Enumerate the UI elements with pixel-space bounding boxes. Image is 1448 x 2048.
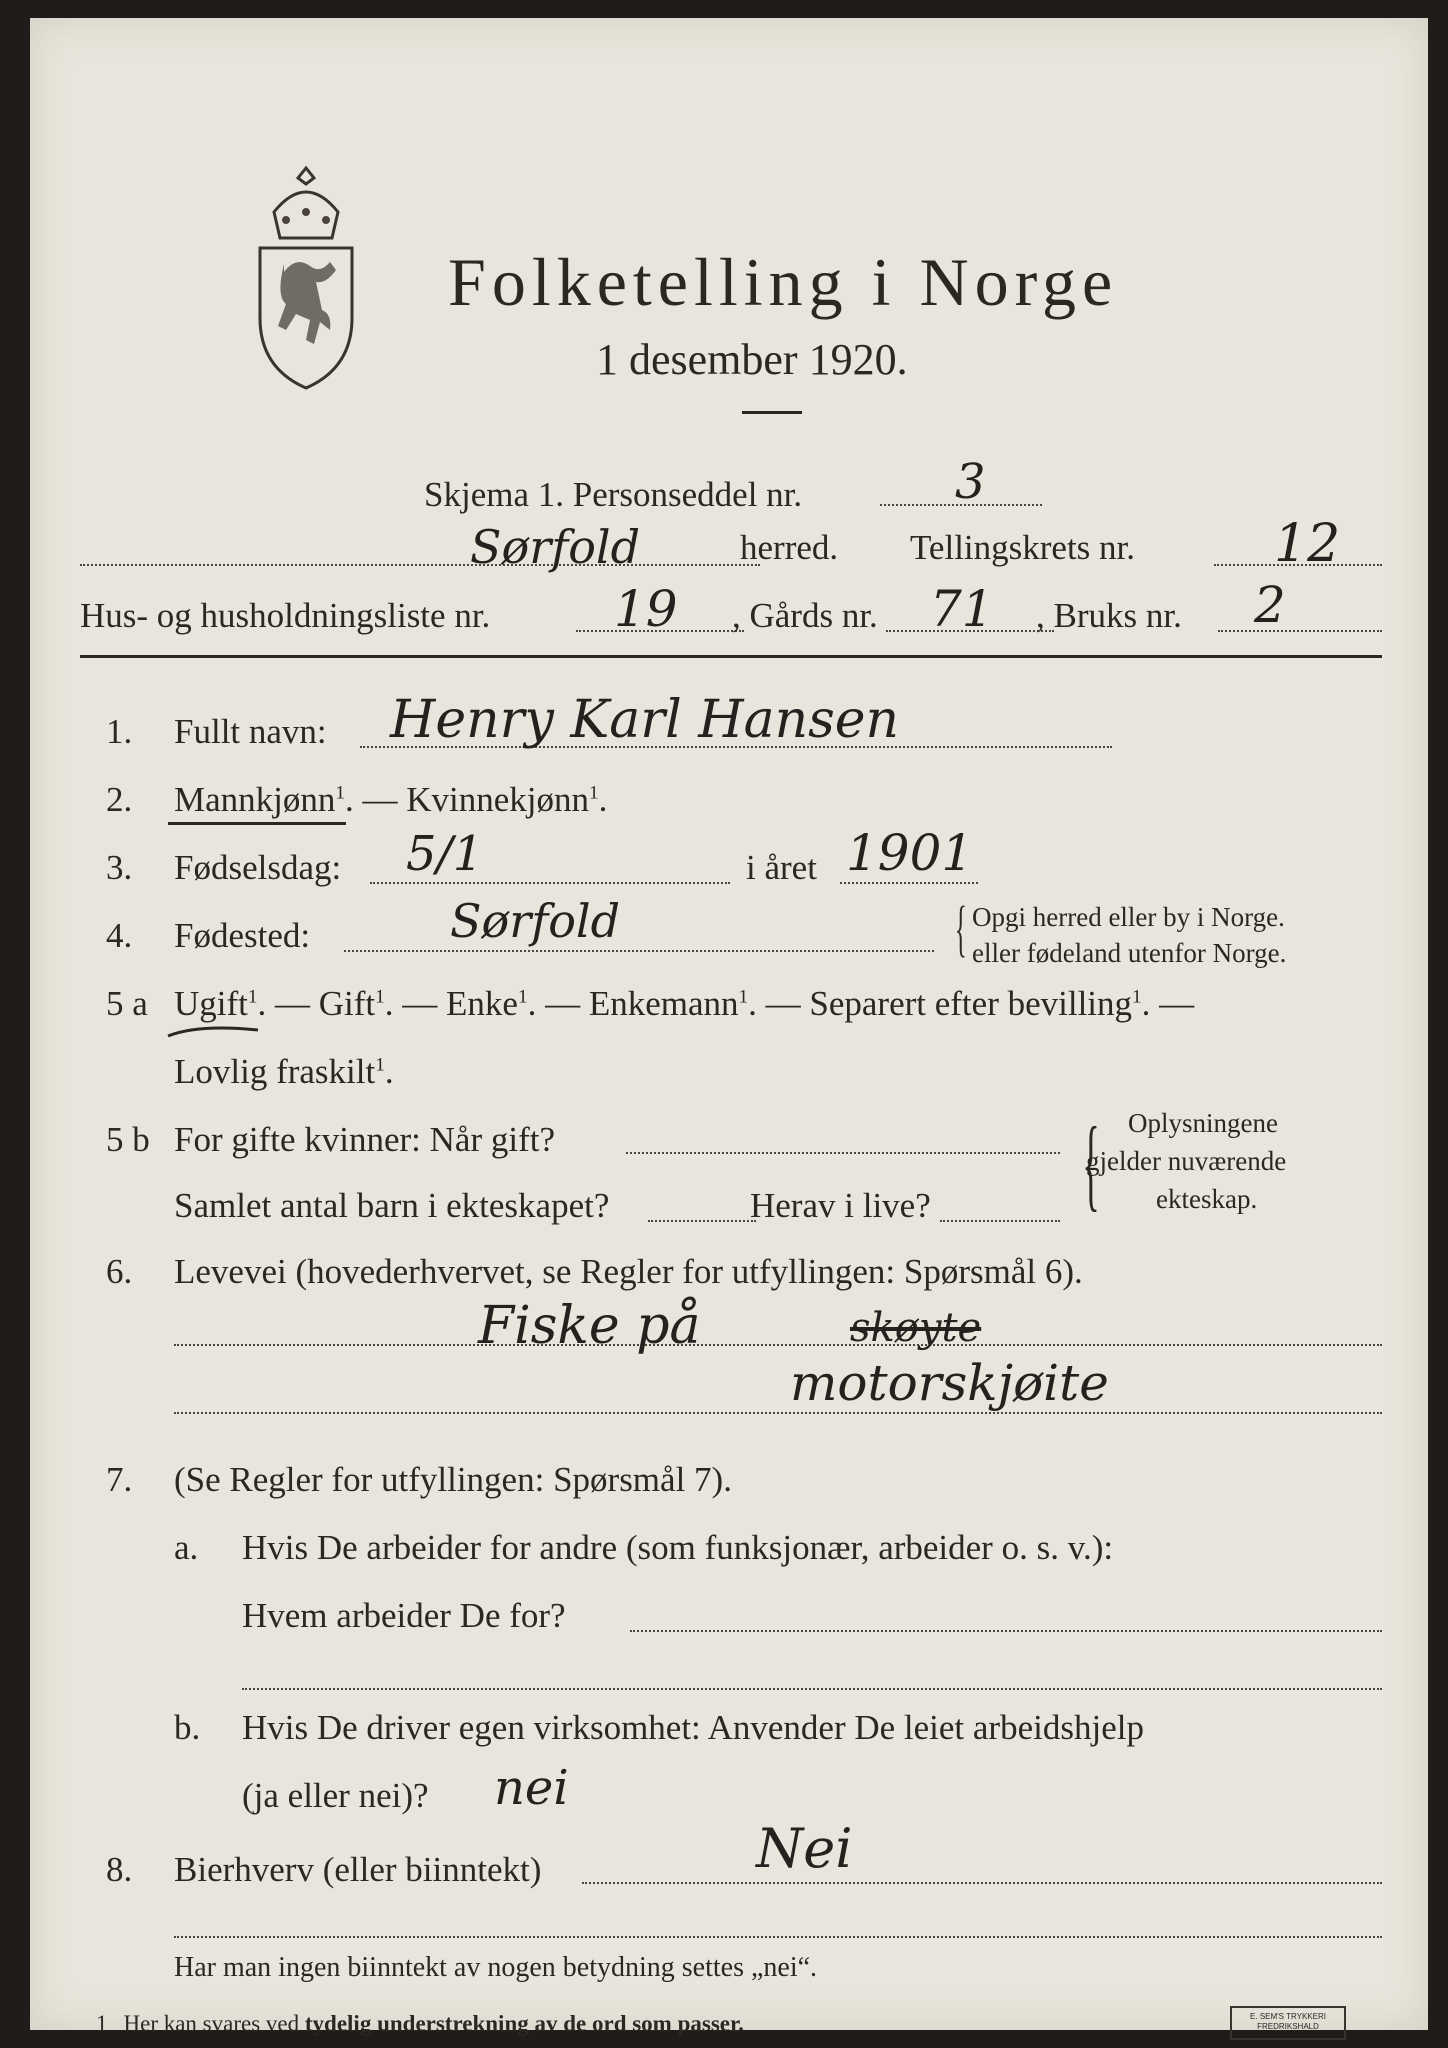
q2-number: 2.: [106, 780, 133, 819]
married-date-field[interactable]: [626, 1152, 1060, 1154]
q7a-line1: Hvis De arbeider for andre (som funksjonær, arbeider o. s. v.):: [242, 1528, 1114, 1567]
q7-label: (Se Regler for utfyllingen: Spørsmål 7).: [174, 1460, 732, 1499]
q5b-note-line3: ekteskap.: [1156, 1184, 1258, 1214]
gards-value: 71: [930, 580, 994, 638]
q5a-number: 5 a: [106, 984, 148, 1023]
footnote-marker: 1: [375, 1054, 385, 1076]
q1-label: Fullt navn:: [174, 712, 327, 751]
schema-label: Skjema 1. Personseddel nr.: [424, 475, 803, 514]
side-income-value: Nei: [756, 1817, 853, 1880]
q5a-line1-end: . —: [1141, 984, 1195, 1023]
employer-field-line2[interactable]: [242, 1688, 1382, 1690]
footnote-text-b: tydelig understrekning av de ord som passer.: [304, 2011, 744, 2036]
employer-field-line1[interactable]: [630, 1630, 1382, 1632]
option-mannkjonn[interactable]: Mannkjønn: [174, 780, 336, 819]
footer-note: Har man ingen biinntekt av nogen betydning settes „nei“.: [174, 1952, 818, 1983]
q5b-label: For gifte kvinner: Når gift?: [174, 1120, 556, 1159]
option-separert[interactable]: . — Separert efter bevilling: [748, 984, 1133, 1023]
q6-number: 6.: [106, 1252, 133, 1291]
birth-date-value: 5/1: [406, 826, 484, 882]
household-list-value: 19: [614, 580, 678, 638]
bruks-label: , Bruks nr.: [1036, 596, 1182, 635]
herred-field[interactable]: [80, 564, 760, 566]
children-alive-field[interactable]: [940, 1220, 1060, 1222]
coat-of-arms-icon: [246, 162, 366, 392]
q5a-line2: [174, 1054, 394, 1089]
q4-label: Fødested:: [174, 916, 311, 955]
q8-number: 8.: [106, 1850, 133, 1889]
q4-number: 4.: [106, 916, 133, 955]
footnote-marker: 1: [738, 986, 749, 1008]
census-date: 1 desember 1920.: [596, 335, 908, 384]
form-title: Folketelling i Norge: [448, 244, 1119, 320]
occupation-value-line1: Fiske på: [478, 1296, 701, 1356]
occupation-field-line1[interactable]: [174, 1344, 1382, 1346]
q8-label: Bierhverv (eller biinntekt): [174, 1850, 542, 1889]
q7b-letter: b.: [174, 1708, 201, 1747]
q5b-children-label: Samlet antal barn i ekteskapet?: [174, 1186, 610, 1225]
q2-separator: . —: [345, 780, 407, 819]
occupation-struck-value: skøyte: [850, 1305, 982, 1351]
q7b-line1: Hvis De driver egen virksomhet: Anvender De leiet arbeidshjelp: [242, 1708, 1144, 1747]
q1-number: 1.: [106, 712, 133, 751]
printer-stamp-line1: E. SEM'S TRYKKERI: [1250, 2012, 1326, 2021]
mannkjonn-underline-mark: [168, 822, 346, 825]
q7a-letter: a.: [174, 1528, 199, 1567]
birthplace-value: Sørfold: [450, 894, 621, 948]
birth-year-value: 1901: [846, 824, 974, 882]
option-kvinnekjonn[interactable]: Kvinnekjønn: [406, 780, 590, 819]
q4-note-line1: Opgi herred eller by i Norge.: [972, 902, 1285, 932]
census-form-sheet: [30, 18, 1428, 2036]
header-divider: [80, 655, 1382, 658]
hired-help-value: nei: [494, 1760, 569, 1816]
tellingskrets-value: 12: [1274, 514, 1341, 574]
schema-number-value: 3: [955, 454, 986, 510]
q7a-line2: Hvem arbeider De for?: [242, 1596, 566, 1635]
birth-date-field[interactable]: [370, 882, 730, 884]
birthplace-field[interactable]: [344, 950, 934, 952]
footnote-number: 1: [96, 2011, 108, 2036]
q2-end: .: [598, 780, 608, 819]
q5b-alive-label: Herav i live?: [750, 1186, 931, 1225]
title-divider: [742, 411, 802, 414]
footnote-marker: 1: [335, 782, 346, 804]
q7b-line2: (ja eller nei)?: [242, 1776, 429, 1815]
ugift-underline-mark: [166, 1024, 266, 1045]
herred-value: Sørfold: [470, 520, 641, 574]
full-name-value: Henry Karl Hansen: [390, 690, 900, 750]
birth-year-field[interactable]: [840, 882, 978, 884]
q5a-options: [174, 986, 1194, 1021]
herred-label: herred.: [740, 528, 839, 567]
printer-stamp-line2: FREDRIKSHALD: [1257, 2022, 1319, 2032]
birth-year-label: i året: [746, 848, 817, 887]
bruks-value: 2: [1254, 576, 1286, 634]
footnote-marker: 1: [375, 986, 385, 1008]
q3-number: 3.: [106, 848, 133, 887]
q4-note-line2: eller fødeland utenfor Norge.: [972, 938, 1287, 968]
q4-note-brace: {: [954, 895, 967, 963]
q7-number: 7.: [106, 1460, 133, 1499]
occupation-field-line2[interactable]: [174, 1412, 1382, 1414]
q5b-note-brace: {: [1082, 1106, 1100, 1221]
q5b-note-line2: gjelder nuværende: [1086, 1146, 1287, 1176]
q2-options: [174, 782, 607, 817]
printer-stamp: [1230, 2006, 1346, 2040]
footnote: [96, 2012, 744, 2035]
footnote-text-a: Her kan svares ved: [123, 2011, 300, 2036]
footnote-marker: 1: [517, 986, 528, 1008]
q5b-number: 5 b: [106, 1120, 150, 1159]
tellingskrets-label: Tellingskrets nr.: [910, 528, 1136, 567]
option-gift[interactable]: . — Gift: [257, 984, 376, 1023]
footnote-marker: 1: [247, 986, 258, 1008]
bruks-field[interactable]: [1218, 630, 1382, 632]
footnote-marker: 1: [1132, 986, 1142, 1008]
option-ugift[interactable]: Ugift: [174, 984, 248, 1023]
q5b-note-line1: Oplysningene: [1128, 1108, 1278, 1138]
option-lovlig-fraskilt[interactable]: Lovlig fraskilt: [174, 1052, 376, 1091]
children-count-field[interactable]: [648, 1220, 756, 1222]
q5a-line2-end: .: [384, 1052, 394, 1091]
occupation-value-line2: motorskjøite: [790, 1354, 1109, 1412]
option-enkemann[interactable]: . — Enkemann: [527, 984, 739, 1023]
household-list-label: Hus- og husholdningsliste nr.: [80, 596, 491, 635]
side-income-field-line2[interactable]: [174, 1936, 1382, 1938]
q6-label: Levevei (hovederhvervet, se Regler for utfyllingen: Spørsmål 6).: [174, 1252, 1083, 1291]
gards-label: , Gårds nr.: [732, 596, 878, 635]
side-income-field[interactable]: [582, 1882, 1382, 1884]
q3-label: Fødselsdag:: [174, 848, 342, 887]
footnote-marker: 1: [589, 782, 599, 804]
option-enke[interactable]: . — Enke: [384, 984, 518, 1023]
